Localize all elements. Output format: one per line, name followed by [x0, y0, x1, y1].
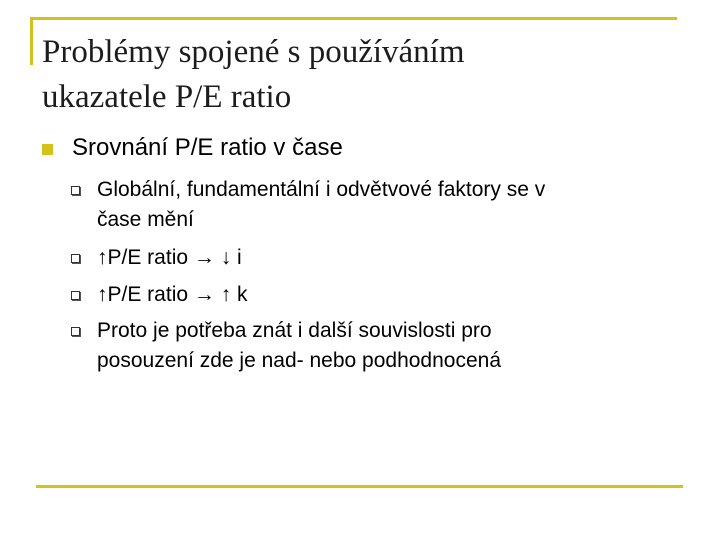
subbullet-item: [97, 243, 687, 273]
top-accent-rule: [30, 17, 677, 20]
subbullet-line: ↑P/E ratio → ↑ k: [97, 283, 248, 306]
subbullet-item: [97, 280, 687, 310]
subbullet-item: [97, 175, 687, 235]
hollow-square-bullet-icon: [71, 327, 80, 336]
subbullet-line: Globální, fundamentální i odvětvové faktory se v: [97, 178, 546, 201]
hollow-square-bullet-icon: [71, 291, 80, 300]
subbullet-line: posouzení zde je nad- nebo podhodnocená: [97, 349, 502, 372]
slide-title: [42, 30, 465, 120]
subbullet-line: Proto je potřeba znát i další souvislosti pro: [97, 319, 492, 342]
subbullet-item: [97, 316, 687, 376]
title-line-1: Problémy spojené s používáním: [42, 34, 465, 70]
subbullet-line: ↑P/E ratio → ↓ i: [97, 246, 242, 269]
hollow-square-bullet-icon: [71, 254, 80, 263]
subbullet-line: čase mění: [97, 208, 194, 231]
left-accent-rule: [30, 17, 33, 65]
square-bullet-icon: [42, 144, 53, 155]
title-line-2: ukazatele P/E ratio: [42, 79, 292, 115]
bottom-accent-rule: [36, 485, 683, 488]
main-bullet-text: Srovnání P/E ratio v čase: [72, 134, 343, 161]
hollow-square-bullet-icon: [71, 186, 80, 195]
